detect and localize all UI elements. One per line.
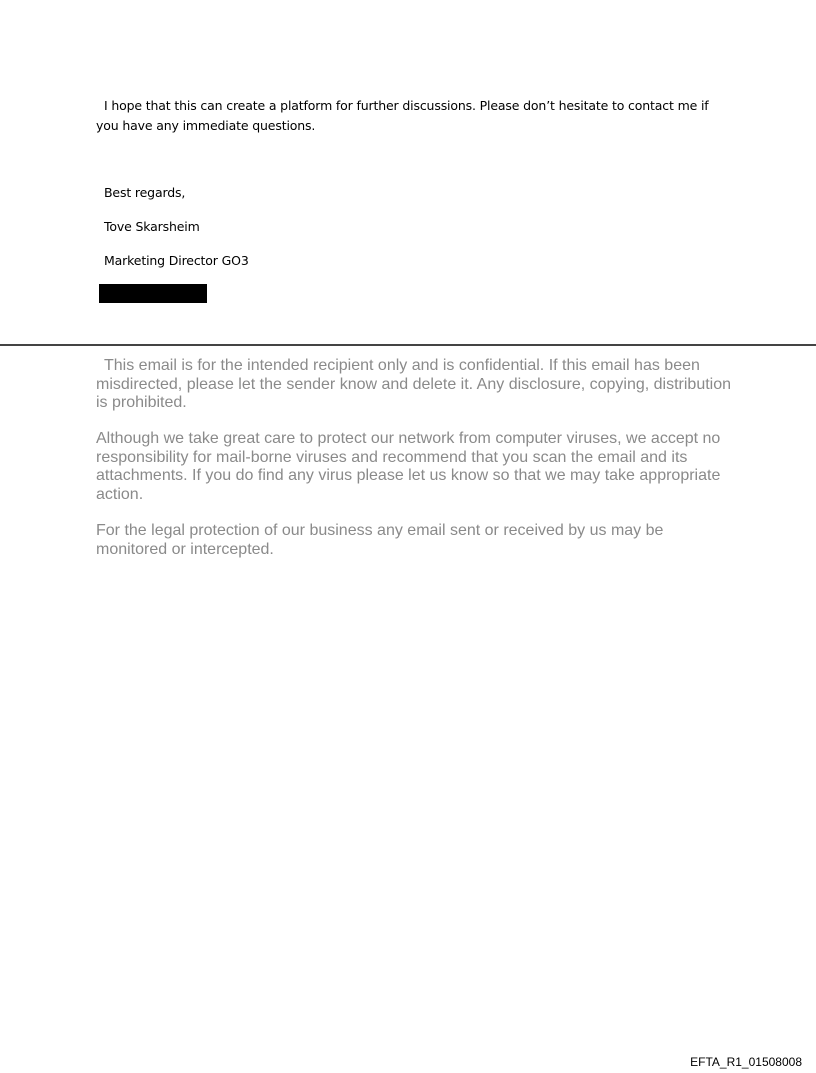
- email-closing-paragraph: I hope that this can create a platform for further discussions. Please don’t hesitate to contact me if you have any immediate questions.: [96, 98, 709, 133]
- redaction-block: [99, 284, 207, 303]
- signature-name: Tove Skarsheim: [104, 219, 200, 234]
- disclaimer-virus-notice: Although we take great care to protect our network from computer viruses, we accept no responsibility for mail-borne viruses and recommend that you scan the email and its attachments. If you do find any virus please let us know so that we may take appropriate action.: [96, 430, 721, 503]
- disclaimer-monitoring-notice: For the legal protection of our business any email sent or received by us may be monitored or intercepted.: [96, 522, 664, 558]
- signature-sign-off: Best regards,: [104, 185, 186, 200]
- disclaimer-confidentiality: This email is for the intended recipient only and is confidential. If this email has been misdirected, please let the sender know and delete it. Any disclosure, copying, distribution is prohibited.: [96, 357, 732, 411]
- section-divider: [0, 344, 816, 346]
- signature-title: Marketing Director GO3: [104, 253, 249, 268]
- document-id: EFTA_R1_01508008: [690, 1055, 802, 1069]
